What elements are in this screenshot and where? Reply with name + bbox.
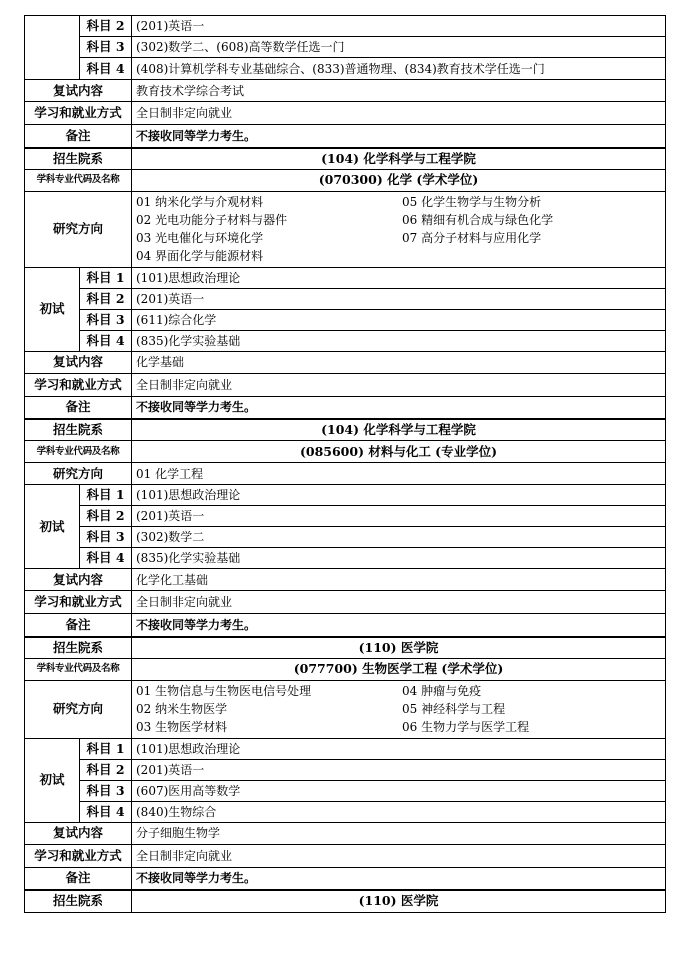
table-row <box>25 780 666 801</box>
subject-value: (101)思想政治理论 <box>132 485 666 506</box>
subject-label: 科目 4 <box>80 801 132 822</box>
table-row <box>25 658 666 680</box>
subject-label: 科目 2 <box>80 16 132 37</box>
subject-value: (201)英语一 <box>132 288 666 309</box>
exam-label: 初试 <box>25 738 80 822</box>
direction-item: 02 纳米生物医学 <box>136 702 228 716</box>
table-row <box>25 591 666 614</box>
table-row <box>25 441 666 463</box>
table-row <box>25 822 666 844</box>
direction-item <box>402 247 642 265</box>
direction-item: 03 生物医学材料 <box>136 720 228 734</box>
table-row <box>25 288 666 309</box>
notes-label: 备注 <box>25 867 132 890</box>
table-row <box>25 58 666 80</box>
table-row <box>25 463 666 485</box>
direction-item: 02 光电功能分子材料与器件 <box>136 213 288 227</box>
exam-label: 初试 <box>25 485 80 569</box>
department-value: (104) 化学科学与工程学院 <box>132 419 666 441</box>
major-label: 学科专业代码及名称 <box>25 658 132 680</box>
retest-value: 化学基础 <box>132 351 666 373</box>
study-mode-label: 学习和就业方式 <box>25 102 132 125</box>
direction-item: 06 精细有机合成与绿色化学 <box>402 213 554 227</box>
study-mode-value: 全日制非定向就业 <box>132 102 666 125</box>
subject-value: (611)综合化学 <box>132 309 666 330</box>
department-label: 招生院系 <box>25 419 132 441</box>
table-row <box>25 569 666 591</box>
exam-label: 初试 <box>25 267 80 351</box>
directions-cell <box>132 680 666 738</box>
directions-list <box>136 193 661 265</box>
study-mode-value: 全日制非定向就业 <box>132 844 666 867</box>
direction-item: 04 肿瘤与免疫 <box>402 684 482 698</box>
notes-label: 备注 <box>25 125 132 148</box>
subject-label: 科目 2 <box>80 506 132 527</box>
table-row <box>25 191 666 267</box>
table-row <box>25 801 666 822</box>
table-row <box>25 16 666 37</box>
table-row <box>25 351 666 373</box>
direction-item: 07 高分子材料与应用化学 <box>402 231 542 245</box>
table-row <box>25 169 666 191</box>
table-row <box>25 506 666 527</box>
department-label: 招生院系 <box>25 148 132 170</box>
study-mode-label: 学习和就业方式 <box>25 373 132 396</box>
table-row <box>25 309 666 330</box>
notes-value: 不接收同等学力考生。 <box>132 396 666 419</box>
directions-list <box>136 682 661 736</box>
table-row <box>25 396 666 419</box>
notes-label: 备注 <box>25 396 132 419</box>
subject-label: 科目 1 <box>80 267 132 288</box>
subject-value: (201)英语一 <box>132 506 666 527</box>
department-value: (104) 化学科学与工程学院 <box>132 148 666 170</box>
department-label: 招生院系 <box>25 637 132 659</box>
notes-value: 不接收同等学力考生。 <box>132 867 666 890</box>
table-row <box>25 527 666 548</box>
directions-cell <box>132 191 666 267</box>
retest-label: 复试内容 <box>25 569 132 591</box>
table-row <box>25 330 666 351</box>
direction-label: 研究方向 <box>25 463 132 485</box>
direction-label: 研究方向 <box>25 191 132 267</box>
retest-label: 复试内容 <box>25 822 132 844</box>
table-row <box>25 37 666 58</box>
table-row <box>25 867 666 890</box>
subject-value: (835)化学实验基础 <box>132 330 666 351</box>
subject-label: 科目 1 <box>80 738 132 759</box>
table-row <box>25 759 666 780</box>
notes-value: 不接收同等学力考生。 <box>132 125 666 148</box>
retest-label: 复试内容 <box>25 351 132 373</box>
subject-label: 科目 4 <box>80 330 132 351</box>
subject-value: (408)计算机学科专业基础综合、(833)普通物理、(834)教育技术学任选一门 <box>132 58 666 80</box>
direction-item: 04 界面化学与能源材料 <box>136 249 264 263</box>
subject-label: 科目 3 <box>80 780 132 801</box>
study-mode-label: 学习和就业方式 <box>25 591 132 614</box>
subject-value: (302)数学二 <box>132 527 666 548</box>
subject-value: (201)英语一 <box>132 759 666 780</box>
subject-label: 科目 4 <box>80 58 132 80</box>
subject-value: (101)思想政治理论 <box>132 267 666 288</box>
direction-item: 01 生物信息与生物医电信号处理 <box>136 684 312 698</box>
subject-label: 科目 3 <box>80 37 132 58</box>
table-row <box>25 148 666 170</box>
major-value: (077700) 生物医学工程 (学术学位) <box>132 658 666 680</box>
department-label: 招生院系 <box>25 890 132 912</box>
retest-value: 化学化工基础 <box>132 569 666 591</box>
table-row <box>25 125 666 148</box>
table-row <box>25 614 666 637</box>
notes-label: 备注 <box>25 614 132 637</box>
retest-label: 复试内容 <box>25 80 132 102</box>
table-row <box>25 890 666 912</box>
table-row <box>25 102 666 125</box>
direction-item: 06 生物力学与医学工程 <box>402 720 530 734</box>
direction-item: 01 化学工程 <box>132 463 666 485</box>
table-row <box>25 637 666 659</box>
major-value: (085600) 材料与化工 (专业学位) <box>132 441 666 463</box>
major-label: 学科专业代码及名称 <box>25 441 132 463</box>
subject-value: (607)医用高等数学 <box>132 780 666 801</box>
table-row <box>25 485 666 506</box>
subject-value: (302)数学二、(608)高等数学任选一门 <box>132 37 666 58</box>
subject-label: 科目 2 <box>80 759 132 780</box>
admissions-table <box>24 15 666 913</box>
table-row <box>25 738 666 759</box>
subject-label: 科目 2 <box>80 288 132 309</box>
notes-value: 不接收同等学力考生。 <box>132 614 666 637</box>
subject-label: 科目 3 <box>80 309 132 330</box>
admissions-table-wrap <box>24 15 665 913</box>
table-row <box>25 373 666 396</box>
direction-item: 03 光电催化与环境化学 <box>136 231 264 245</box>
department-value: (110) 医学院 <box>132 637 666 659</box>
subject-value: (101)思想政治理论 <box>132 738 666 759</box>
direction-item: 05 化学生物学与生物分析 <box>402 195 542 209</box>
study-mode-value: 全日制非定向就业 <box>132 591 666 614</box>
table-row <box>25 548 666 569</box>
department-value: (110) 医学院 <box>132 890 666 912</box>
major-value: (070300) 化学 (学术学位) <box>132 169 666 191</box>
subject-value: (840)生物综合 <box>132 801 666 822</box>
subject-label: 科目 1 <box>80 485 132 506</box>
table-row <box>25 267 666 288</box>
subject-value: (835)化学实验基础 <box>132 548 666 569</box>
table-row <box>25 844 666 867</box>
table-row <box>25 80 666 102</box>
retest-value: 教育技术学综合考试 <box>132 80 666 102</box>
direction-item: 01 纳米化学与介观材料 <box>136 195 264 209</box>
table-row <box>25 680 666 738</box>
subject-value: (201)英语一 <box>132 16 666 37</box>
direction-label: 研究方向 <box>25 680 132 738</box>
subject-label: 科目 3 <box>80 527 132 548</box>
direction-item: 05 神经科学与工程 <box>402 702 506 716</box>
exam-label-cell <box>25 16 80 80</box>
subject-label: 科目 4 <box>80 548 132 569</box>
study-mode-label: 学习和就业方式 <box>25 844 132 867</box>
retest-value: 分子细胞生物学 <box>132 822 666 844</box>
major-label: 学科专业代码及名称 <box>25 169 132 191</box>
table-row <box>25 419 666 441</box>
study-mode-value: 全日制非定向就业 <box>132 373 666 396</box>
